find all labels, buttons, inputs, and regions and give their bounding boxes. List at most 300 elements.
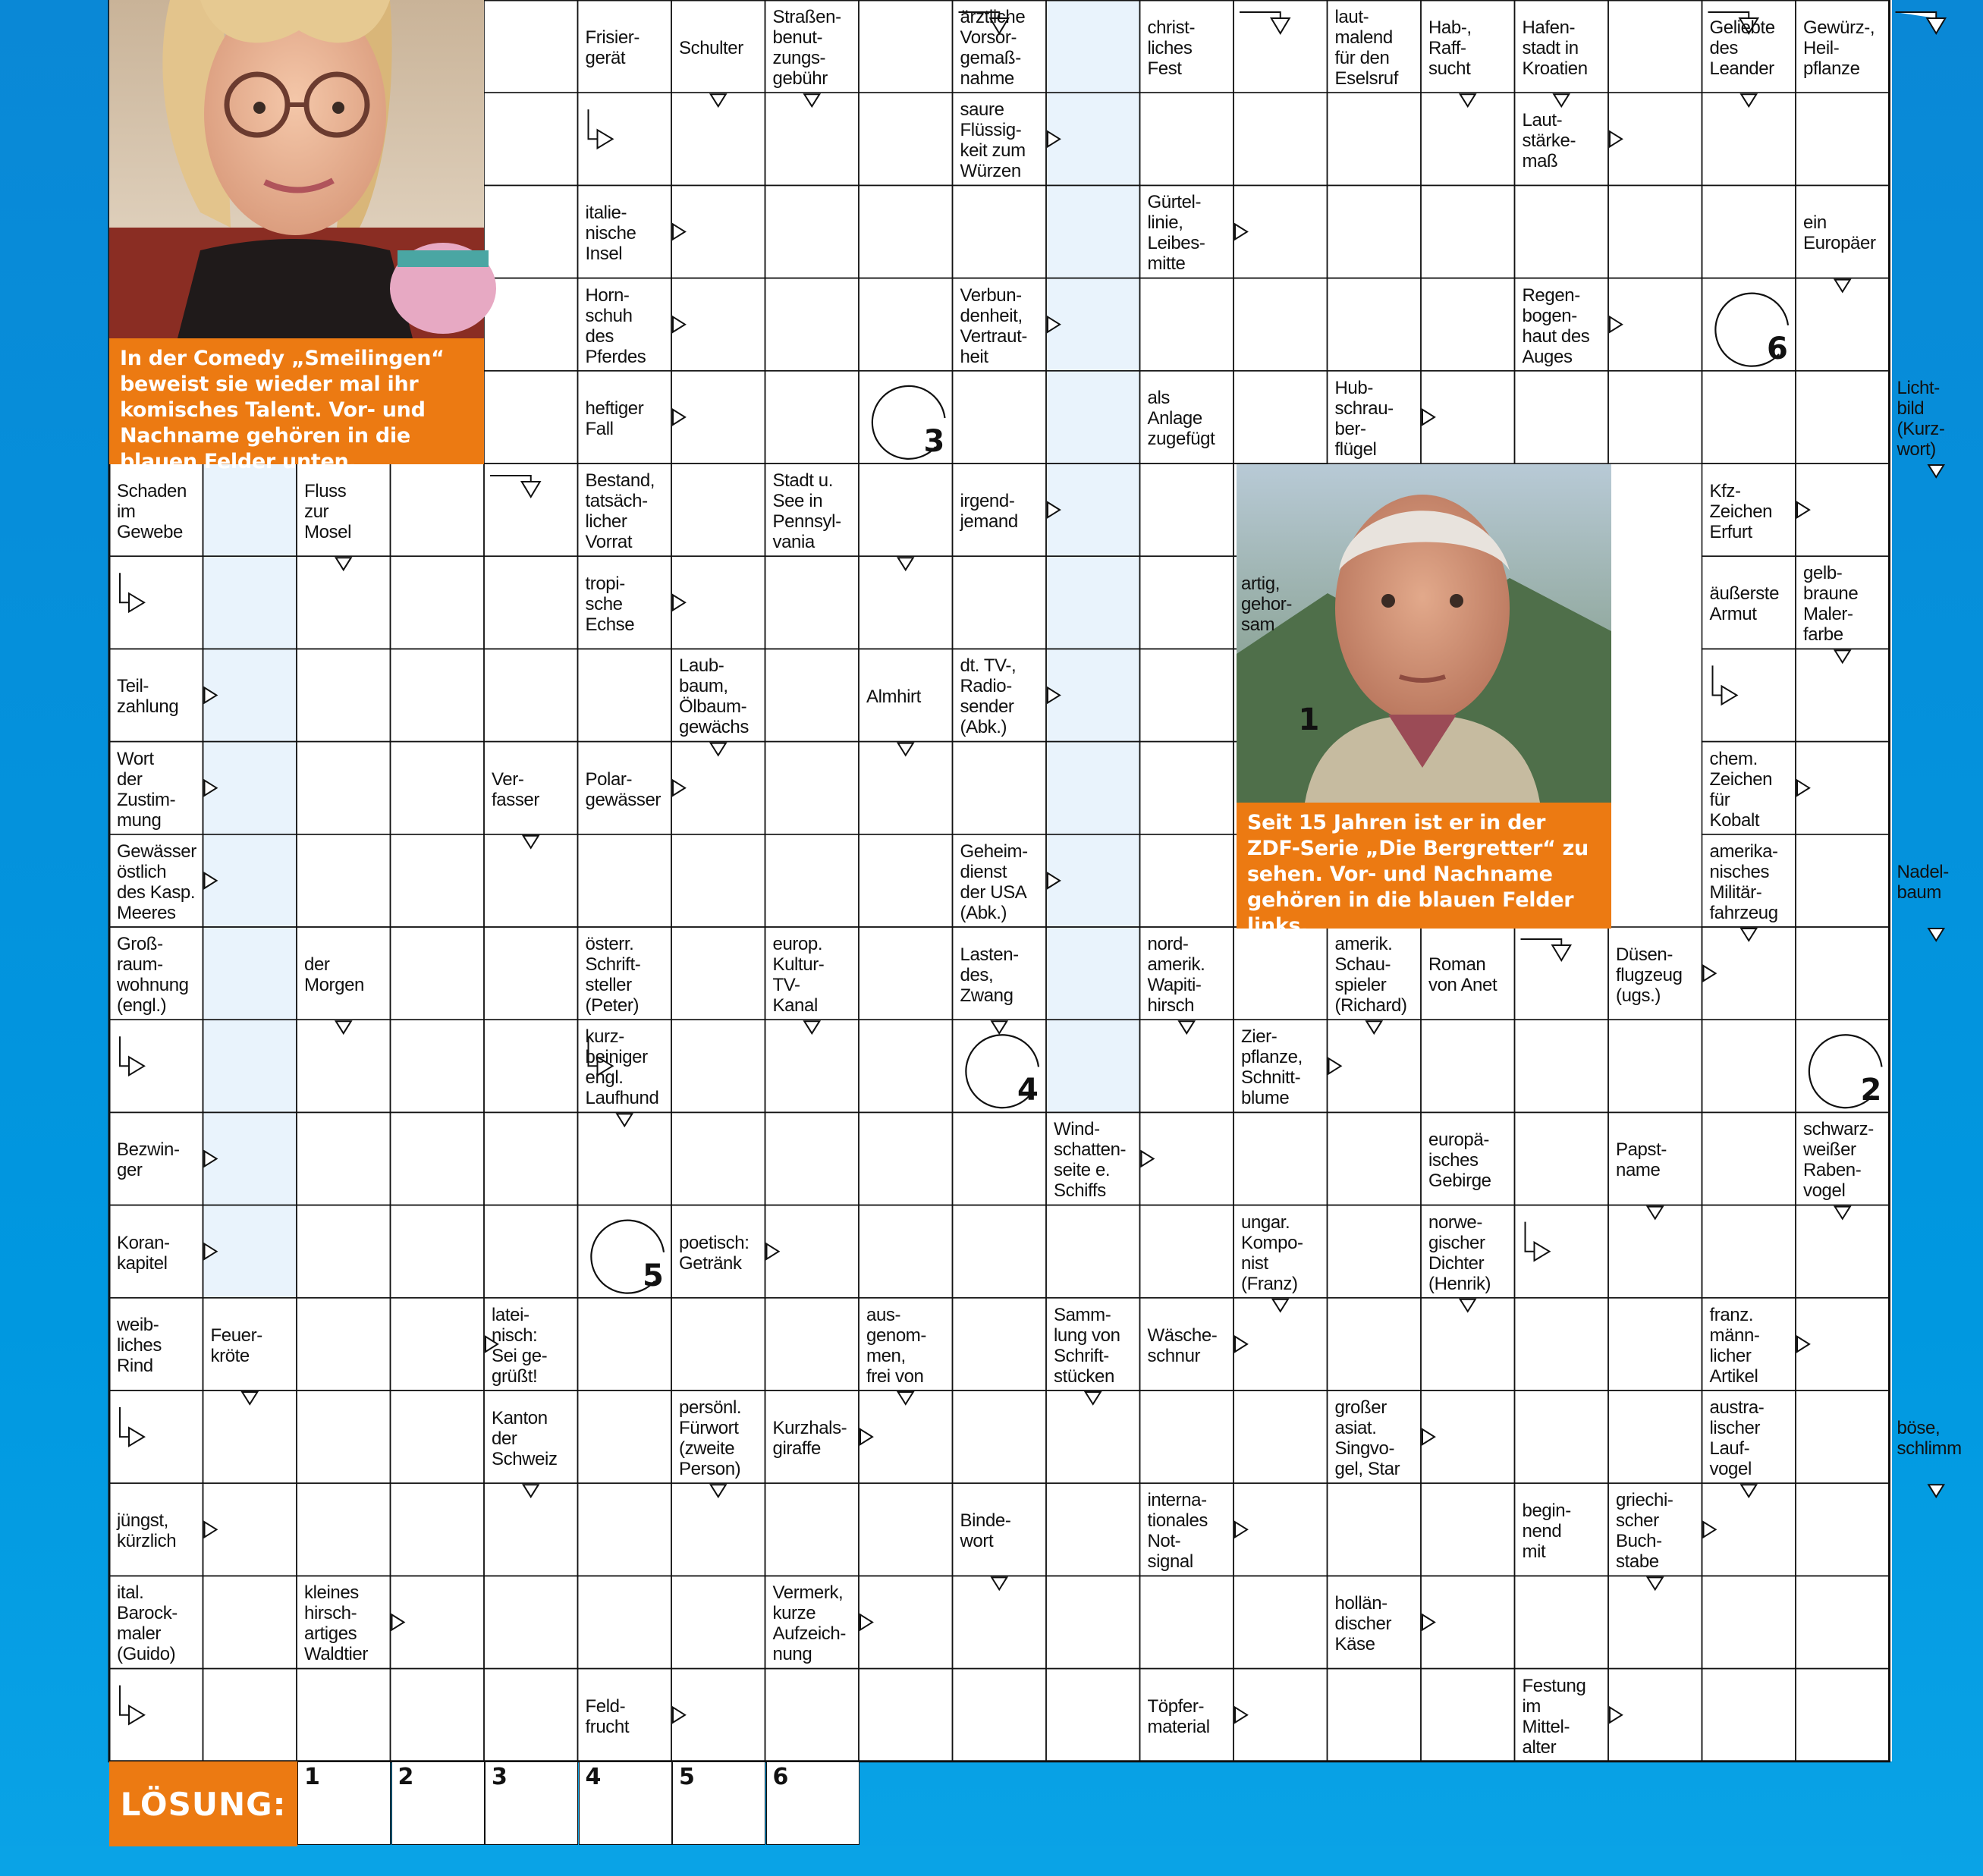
- grid-cell[interactable]: [765, 742, 860, 834]
- clue-arrow: [673, 1708, 685, 1723]
- grid-cell[interactable]: [391, 649, 485, 741]
- solution-box[interactable]: [485, 1761, 578, 1845]
- clue-arrow: [1713, 665, 1737, 704]
- clue-cell: ital. Barock- maler (Guido): [117, 1582, 178, 1665]
- clue-cell: artig, gehor- sam: [1241, 573, 1292, 635]
- grid-cell[interactable]: [1328, 1669, 1422, 1761]
- grid-cell[interactable]: [578, 1298, 672, 1391]
- clue-cell: großer asiat. Singvo- gel, Star: [1334, 1397, 1400, 1480]
- grid-cell[interactable]: [391, 1669, 485, 1761]
- grid-cell[interactable]: [1608, 1020, 1702, 1112]
- grid-cell[interactable]: [578, 649, 672, 741]
- clue-arrow: [898, 1392, 913, 1404]
- clue-cell: Feuer- kröte: [210, 1325, 262, 1366]
- clue-cell: Samm- lung von Schrift- stücken: [1054, 1304, 1120, 1387]
- grid-cell[interactable]: [1515, 1391, 1609, 1483]
- clue-cell: der Morgen: [304, 954, 364, 996]
- grid-cell[interactable]: [391, 927, 485, 1020]
- clue-arrow: [804, 94, 819, 106]
- grid-cell[interactable]: [953, 1669, 1047, 1761]
- grid-cell[interactable]: [578, 1576, 672, 1668]
- solution-circle-number: 6: [1767, 331, 1788, 366]
- grid-cell[interactable]: [953, 185, 1047, 278]
- solution-box[interactable]: [672, 1761, 765, 1845]
- grid-cell[interactable]: [484, 1112, 578, 1205]
- grid-cell[interactable]: [1421, 1483, 1515, 1576]
- solution-box[interactable]: [391, 1761, 485, 1845]
- grid-cell[interactable]: [1328, 1298, 1422, 1391]
- grid-cell[interactable]: [1328, 185, 1422, 278]
- clue-arrow: [898, 743, 913, 756]
- clue-arrow: [1928, 929, 1944, 941]
- grid-cell[interactable]: [391, 556, 485, 649]
- grid-cell[interactable]: [953, 371, 1047, 464]
- clue-cell: ärztliche Vorsor- gemaß- nahme: [960, 7, 1026, 90]
- clue-cell: Nadel- baum: [1897, 861, 1949, 903]
- grid-cell[interactable]: [1140, 1576, 1234, 1668]
- grid-cell[interactable]: [765, 185, 860, 278]
- grid-cell[interactable]: [1796, 1483, 1890, 1576]
- grid-cell[interactable]: [1140, 278, 1234, 371]
- clue-arrow: [392, 1615, 404, 1630]
- solution-box[interactable]: [766, 1761, 860, 1845]
- clue-cell: Hab-, Raff- sucht: [1428, 17, 1472, 79]
- solution-circle-number: 3: [923, 424, 945, 459]
- grid-cell[interactable]: [484, 649, 578, 741]
- grid-cell[interactable]: [391, 1391, 485, 1483]
- clue-arrow: [617, 1114, 632, 1126]
- grid-cell[interactable]: [1328, 1483, 1422, 1576]
- grid-cell[interactable]: [765, 556, 860, 649]
- clue-arrow: [523, 1485, 539, 1497]
- clue-cell: kurz- beiniger engl. Laufhund: [585, 1026, 659, 1109]
- clue-arrow: [898, 558, 913, 570]
- grid-cell[interactable]: [859, 834, 953, 927]
- clue-arrow: [1797, 1337, 1809, 1352]
- clue-cell: Wort der Zustim- mung: [117, 748, 176, 831]
- grid-cell[interactable]: [671, 927, 765, 1020]
- grid-cell[interactable]: [297, 1205, 391, 1298]
- clue-cell: Kurzhals- giraffe: [772, 1418, 847, 1460]
- grid-cell[interactable]: [1421, 1020, 1515, 1112]
- grid-cell[interactable]: [859, 1020, 953, 1112]
- grid-cell[interactable]: [1046, 1576, 1140, 1668]
- grid-cell[interactable]: [765, 278, 860, 371]
- grid-cell[interactable]: [297, 1483, 391, 1576]
- actress-caption: In der Comedy „Smeilingen“ beweist sie wieder mal ihr komisches Talent. Vor- und Nachname gehören in die blauen Felder unten.: [109, 338, 484, 464]
- clue-cell: hollän- discher Käse: [1334, 1592, 1392, 1654]
- solution-circle-number: 2: [1860, 1073, 1882, 1108]
- clue-arrow: [1235, 1708, 1247, 1723]
- clue-cell: Roman von Anet: [1428, 954, 1497, 996]
- clue-cell: Hafen- stadt in Kroatien: [1522, 17, 1588, 79]
- solution-box-number: 2: [398, 1764, 414, 1790]
- clue-cell: Kfz- Zeichen Erfurt: [1709, 480, 1773, 542]
- clue-cell: Hub- schrau- ber- flügel: [1334, 377, 1394, 460]
- grid-cell[interactable]: [484, 93, 578, 185]
- grid-cell[interactable]: [484, 185, 578, 278]
- clue-cell: franz. männ- licher Artikel: [1709, 1304, 1760, 1387]
- grid-cell[interactable]: [859, 0, 953, 93]
- grid-cell[interactable]: [391, 1020, 485, 1112]
- clue-cell: Almhirt: [866, 686, 921, 707]
- clue-cell: gelb- braune Maler- farbe: [1803, 563, 1859, 646]
- clue-arrow: [1835, 1207, 1850, 1219]
- clue-cell: Zier- pflanze, Schnitt- blume: [1241, 1026, 1303, 1109]
- clue-arrow: [1610, 131, 1622, 146]
- solution-cell[interactable]: [1046, 0, 1140, 93]
- clue-cell: europä- isches Gebirge: [1428, 1129, 1491, 1191]
- clue-arrow: [1460, 94, 1475, 106]
- clue-cell: äußerste Armut: [1709, 583, 1780, 625]
- grid-cell[interactable]: [578, 1391, 672, 1483]
- grid-cell[interactable]: [765, 1112, 860, 1205]
- clue-cell: Papst- name: [1616, 1139, 1667, 1181]
- clue-cell: Frisier- gerät: [585, 27, 640, 69]
- grid-cell[interactable]: [859, 278, 953, 371]
- clue-arrow: [1648, 1207, 1663, 1219]
- grid-cell[interactable]: [953, 1112, 1047, 1205]
- clue-cell: Lasten- des, Zwang: [960, 944, 1019, 1006]
- clue-arrow: [673, 781, 685, 796]
- grid-cell[interactable]: [1515, 1112, 1609, 1205]
- grid-cell[interactable]: [391, 742, 485, 834]
- clue-cell: chem. Zeichen für Kobalt: [1709, 748, 1773, 831]
- grid-cell[interactable]: [297, 1298, 391, 1391]
- clue-arrow: [673, 595, 685, 610]
- grid-cell[interactable]: [859, 1483, 953, 1576]
- clue-cell: Kanton der Schweiz: [492, 1407, 558, 1469]
- grid-cell[interactable]: [1796, 371, 1890, 464]
- clue-cell: begin- nend mit: [1522, 1500, 1571, 1562]
- clue-cell: aus- genom- men, frei von: [866, 1304, 926, 1387]
- grid-cell[interactable]: [671, 1298, 765, 1391]
- grid-cell[interactable]: [1608, 1298, 1702, 1391]
- grid-cell[interactable]: [765, 1483, 860, 1576]
- solution-box-number: 5: [679, 1764, 695, 1790]
- grid-cell[interactable]: [953, 742, 1047, 834]
- clue-arrow: [860, 1429, 872, 1444]
- grid-cell[interactable]: [1140, 93, 1234, 185]
- solution-cell[interactable]: [1046, 185, 1140, 278]
- clue-cell: Schaden im Gewebe: [117, 480, 187, 542]
- grid-cell[interactable]: [1421, 185, 1515, 278]
- grid-cell[interactable]: [1140, 1205, 1234, 1298]
- clue-arrow: [336, 558, 351, 570]
- solution-cell[interactable]: [203, 464, 297, 556]
- grid-cell[interactable]: [1046, 1205, 1140, 1298]
- clue-arrow: [804, 1021, 819, 1033]
- clue-arrow: [1422, 1615, 1435, 1630]
- clue-arrow: [120, 1407, 144, 1446]
- clue-cell: austra- lischer Lauf- vogel: [1709, 1397, 1765, 1480]
- grid-cell[interactable]: [1702, 1205, 1796, 1298]
- clue-cell: Festung im Mittel- alter: [1522, 1675, 1586, 1758]
- solution-box[interactable]: [297, 1761, 391, 1845]
- clue-arrow: [120, 1686, 144, 1724]
- clue-arrow: [1648, 1577, 1663, 1589]
- grid-cell[interactable]: [1233, 93, 1328, 185]
- clue-arrow: [711, 743, 726, 756]
- grid-cell[interactable]: [859, 1112, 953, 1205]
- grid-cell[interactable]: [391, 834, 485, 927]
- clue-cell: amerik. Schau- spieler (Richard): [1334, 934, 1407, 1017]
- grid-cell[interactable]: [297, 1669, 391, 1761]
- grid-cell[interactable]: [1328, 93, 1422, 185]
- grid-cell[interactable]: [765, 1669, 860, 1761]
- clue-cell: Gewürz-, Heil- pflanze: [1803, 17, 1875, 79]
- grid-cell[interactable]: [1233, 1391, 1328, 1483]
- grid-cell[interactable]: [1702, 1112, 1796, 1205]
- solution-box-number: 6: [772, 1764, 789, 1790]
- grid-cell[interactable]: [1140, 742, 1234, 834]
- clue-cell: Stadt u. See in Pennsyl- vania: [772, 470, 841, 553]
- clue-arrow: [120, 573, 144, 611]
- clue-arrow: [1329, 1058, 1341, 1073]
- clue-arrow: [1741, 1485, 1756, 1497]
- solution-cell[interactable]: [203, 556, 297, 649]
- solution-cell[interactable]: [1046, 1020, 1140, 1112]
- clue-cell: Geheim- dienst der USA (Abk.): [960, 841, 1028, 923]
- clue-cell: amerika- nisches Militär- fahrzeug: [1709, 841, 1778, 923]
- grid-cell[interactable]: [297, 1391, 391, 1483]
- grid-cell[interactable]: [765, 834, 860, 927]
- clue-cell: ein Europäer: [1803, 212, 1876, 254]
- grid-cell[interactable]: [859, 185, 953, 278]
- grid-cell[interactable]: [859, 93, 953, 185]
- clue-cell: norwe- gischer Dichter (Henrik): [1428, 1211, 1491, 1294]
- grid-cell[interactable]: [1515, 1576, 1609, 1668]
- solution-circle-number: 1: [1298, 702, 1320, 737]
- clue-cell: Wäsche- schnur: [1147, 1325, 1218, 1366]
- clue-cell: kleines hirsch- artiges Waldtier: [304, 1582, 368, 1665]
- grid-cell[interactable]: [1046, 1669, 1140, 1761]
- grid-cell[interactable]: [578, 834, 672, 927]
- clue-cell: ungar. Kompo- nist (Franz): [1241, 1211, 1303, 1294]
- grid-cell[interactable]: [391, 1112, 485, 1205]
- grid-cell[interactable]: [484, 1669, 578, 1761]
- grid-cell[interactable]: [765, 1298, 860, 1391]
- clue-arrow: [1741, 929, 1756, 941]
- grid-cell[interactable]: [1233, 371, 1328, 464]
- grid-cell[interactable]: [1328, 1112, 1422, 1205]
- clue-cell: Bestand, tatsäch- licher Vorrat: [585, 470, 655, 553]
- solution-cell[interactable]: [203, 927, 297, 1020]
- solution-cell[interactable]: [1046, 556, 1140, 649]
- clue-arrow: [1142, 1152, 1154, 1167]
- grid-cell[interactable]: [297, 742, 391, 834]
- clue-arrow: [1235, 1522, 1247, 1537]
- grid-cell[interactable]: [1608, 1391, 1702, 1483]
- solution-cell[interactable]: [1046, 742, 1140, 834]
- grid-cell[interactable]: [1796, 927, 1890, 1020]
- actress-photo: [109, 0, 484, 338]
- grid-cell[interactable]: [859, 464, 953, 556]
- grid-cell[interactable]: [1233, 1576, 1328, 1668]
- grid-cell[interactable]: [953, 1298, 1047, 1391]
- grid-cell[interactable]: [1796, 834, 1890, 927]
- clue-cell: italie- nische Insel: [585, 202, 636, 264]
- grid-cell[interactable]: [203, 1669, 297, 1761]
- clue-arrow: [767, 1244, 779, 1259]
- solution-box-number: 3: [492, 1764, 508, 1790]
- grid-cell[interactable]: [953, 556, 1047, 649]
- grid-cell[interactable]: [1328, 1205, 1422, 1298]
- clue-arrow: [992, 1577, 1007, 1589]
- grid-cell[interactable]: [297, 834, 391, 927]
- clue-cell: nord- amerik. Wapiti- hirsch: [1147, 934, 1205, 1017]
- clue-cell: Fluss zur Mosel: [304, 480, 352, 542]
- clue-cell: Regen- bogen- haut des Auges: [1522, 284, 1590, 367]
- grid-cell[interactable]: [484, 278, 578, 371]
- clue-arrow: [205, 1522, 217, 1537]
- grid-cell[interactable]: [1515, 185, 1609, 278]
- grid-cell[interactable]: [1796, 93, 1890, 185]
- grid-cell[interactable]: [1421, 278, 1515, 371]
- clue-arrow: [1235, 225, 1247, 240]
- clue-cell: Wind- schatten- seite e. Schiffs: [1054, 1119, 1127, 1202]
- clue-arrow: [1896, 12, 1946, 33]
- grid-cell[interactable]: [1140, 464, 1234, 556]
- clue-cell: jüngst, kürzlich: [117, 1510, 177, 1552]
- grid-cell[interactable]: [1702, 1576, 1796, 1668]
- grid-cell[interactable]: [1140, 649, 1234, 741]
- clue-cell: Laut- stärke- maß: [1522, 109, 1576, 171]
- grid-cell[interactable]: [391, 1298, 485, 1391]
- grid-cell[interactable]: [1796, 1669, 1890, 1761]
- grid-cell[interactable]: [484, 1205, 578, 1298]
- grid-cell[interactable]: [859, 1205, 953, 1298]
- grid-cell[interactable]: [484, 371, 578, 464]
- clue-arrow: [1835, 280, 1850, 292]
- grid-cell[interactable]: [1233, 1112, 1328, 1205]
- clue-arrow: [711, 94, 726, 106]
- clue-cell: laut- malend für den Eselsruf: [1334, 7, 1398, 90]
- clue-arrow: [1086, 1392, 1101, 1404]
- grid-cell[interactable]: [1608, 371, 1702, 464]
- clue-arrow: [1422, 410, 1435, 425]
- grid-cell[interactable]: [953, 1205, 1047, 1298]
- solution-cell[interactable]: [1046, 927, 1140, 1020]
- grid-cell[interactable]: [1608, 0, 1702, 93]
- clue-cell: europ. Kultur- TV- Kanal: [772, 934, 825, 1017]
- clue-cell: christ- liches Fest: [1147, 17, 1196, 79]
- clue-arrow: [1521, 939, 1571, 960]
- grid-cell[interactable]: [1702, 1020, 1796, 1112]
- grid-cell[interactable]: [671, 464, 765, 556]
- solution-cell[interactable]: [203, 1020, 297, 1112]
- grid-cell[interactable]: [1515, 1020, 1609, 1112]
- grid-cell[interactable]: [671, 1112, 765, 1205]
- grid-cell[interactable]: [484, 556, 578, 649]
- grid-cell[interactable]: [484, 0, 578, 93]
- clue-arrow: [120, 1036, 144, 1075]
- grid-cell[interactable]: [1140, 834, 1234, 927]
- clue-cell: böse, schlimm: [1897, 1418, 1962, 1460]
- grid-cell[interactable]: [1233, 278, 1328, 371]
- grid-cell[interactable]: [391, 1483, 485, 1576]
- clue-cell: weib- liches Rind: [117, 1315, 162, 1377]
- grid-cell[interactable]: [1796, 1576, 1890, 1668]
- clue-cell: tropi- sche Echse: [585, 573, 635, 635]
- grid-cell[interactable]: [671, 1576, 765, 1668]
- clue-cell: Bezwin- ger: [117, 1139, 180, 1181]
- grid-cell[interactable]: [578, 1483, 672, 1576]
- grid-cell[interactable]: [953, 1391, 1047, 1483]
- clue-arrow: [1835, 650, 1850, 662]
- solution-circle-number: 4: [1017, 1073, 1039, 1108]
- grid-cell[interactable]: [1233, 927, 1328, 1020]
- clue-cell: Binde- wort: [960, 1510, 1011, 1552]
- grid-cell[interactable]: [671, 1020, 765, 1112]
- bottom-stripe: [0, 1846, 1901, 1876]
- grid-cell[interactable]: [1702, 1669, 1796, 1761]
- grid-cell[interactable]: [1328, 278, 1422, 371]
- clue-cell: poetisch: Getränk: [679, 1232, 750, 1274]
- grid-cell[interactable]: [391, 1205, 485, 1298]
- grid-cell[interactable]: [1515, 371, 1609, 464]
- solution-box-number: 1: [304, 1764, 320, 1790]
- clue-cell: Geliebte des Leander: [1709, 17, 1775, 79]
- grid-cell[interactable]: [1140, 556, 1234, 649]
- grid-cell[interactable]: [1046, 1483, 1140, 1576]
- grid-cell[interactable]: [484, 1020, 578, 1112]
- clue-arrow: [336, 1021, 351, 1033]
- clue-cell: österr. Schrift- steller (Peter): [585, 934, 641, 1017]
- solution-circle-number: 5: [643, 1258, 664, 1293]
- clue-cell: Teil- zahlung: [117, 676, 179, 718]
- grid-cell[interactable]: [765, 649, 860, 741]
- clue-arrow: [1928, 465, 1944, 477]
- grid-cell[interactable]: [1140, 1391, 1234, 1483]
- clue-cell: Straßen- benut- zungs- gebühr: [772, 7, 841, 90]
- grid-cell[interactable]: [1515, 1298, 1609, 1391]
- clue-cell: latei- nisch: Sei ge- grüßt!: [492, 1304, 548, 1387]
- grid-cell[interactable]: [1421, 1669, 1515, 1761]
- clue-arrow: [1273, 1299, 1288, 1312]
- grid-cell[interactable]: [297, 649, 391, 741]
- grid-cell[interactable]: [1796, 1391, 1890, 1483]
- grid-cell[interactable]: [297, 1112, 391, 1205]
- clue-arrow: [1610, 1708, 1622, 1723]
- clue-arrow: [589, 109, 613, 148]
- clue-cell: Koran- kapitel: [117, 1232, 170, 1274]
- clue-cell: Horn- schuh des Pferdes: [585, 284, 646, 367]
- grid-cell[interactable]: [1702, 185, 1796, 278]
- grid-cell[interactable]: [1702, 371, 1796, 464]
- grid-cell[interactable]: [484, 927, 578, 1020]
- clue-arrow: [1526, 1222, 1550, 1261]
- grid-cell[interactable]: [484, 1576, 578, 1668]
- solution-box[interactable]: [579, 1761, 672, 1845]
- grid-cell[interactable]: [859, 927, 953, 1020]
- clue-arrow: [1741, 94, 1756, 106]
- grid-cell[interactable]: [765, 371, 860, 464]
- clue-cell: Polar- gewässer: [585, 768, 662, 810]
- solution-cell[interactable]: [1046, 371, 1140, 464]
- grid-cell[interactable]: [203, 1576, 297, 1668]
- solution-box-number: 4: [585, 1764, 602, 1790]
- clue-arrow: [523, 836, 539, 848]
- grid-cell[interactable]: [1608, 185, 1702, 278]
- clue-cell: Gewässer östlich des Kasp. Meeres: [117, 841, 196, 923]
- grid-cell[interactable]: [859, 1669, 953, 1761]
- clue-cell: heftiger Fall: [585, 398, 644, 439]
- clue-arrow: [711, 1485, 726, 1497]
- grid-cell[interactable]: [391, 464, 485, 556]
- clue-cell: Licht- bild (Kurz- wort): [1897, 377, 1945, 460]
- grid-cell[interactable]: [671, 834, 765, 927]
